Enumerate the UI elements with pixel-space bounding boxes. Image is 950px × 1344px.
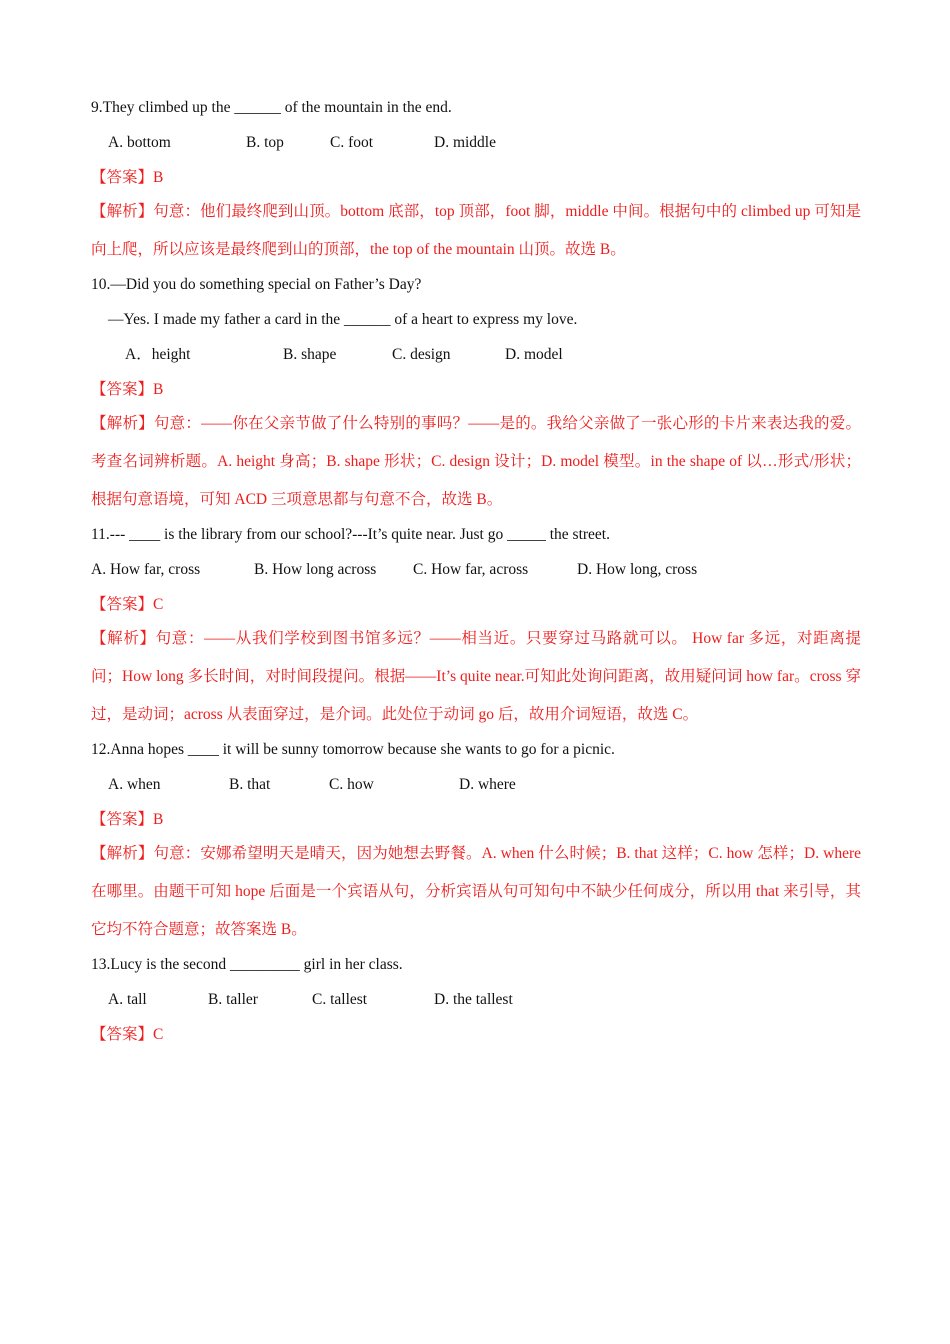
q13-option-b: B. taller (208, 991, 258, 1008)
q9-options (91, 125, 861, 160)
q11-option-c: C. How far, across (413, 561, 529, 578)
q12-analysis: 【解析】句意：安娜希望明天是晴天，因为她想去野餐。A. when 什么时候；B. that 这样；C. how 怎样；D. where 在哪里。由题干可知 hope 后面是一个宾语从句，分析宾语从句可知句中不缺少任何成分，所以用 that 来引导，其它均不符合题意；故答案选 B。 (91, 845, 861, 938)
q9-option-d: D. middle (434, 134, 496, 151)
q10-stem: 10.—Did you do something special on Father’s Day? (91, 276, 422, 293)
q10-option-d: D. model (505, 346, 563, 363)
q10-option-b: B. shape (283, 346, 337, 363)
q12-answer: 【答案】B (91, 811, 164, 828)
q11-option-b: B. How long across (254, 561, 377, 578)
q12-options (91, 767, 861, 802)
q13-option-d: D. the tallest (434, 991, 513, 1008)
q10-analysis: 【解析】句意：——你在父亲节做了什么特别的事吗？——是的。我给父亲做了一张心形的卡片来表达我的爱。考查名词辨析题。A. height 身高；B. shape 形状；C. design 设计；D. model 模型。in the shape of 以…形式/形状；根据句意语境，可知 ACD 三项意思都与句意不合，故选 B。 (91, 415, 861, 508)
q13-option-c: C. tallest (312, 991, 368, 1008)
q11-stem: 11.--- ____ is the library from our school?---It’s quite near. Just go _____ the street. (91, 526, 610, 543)
q13-options (91, 982, 861, 1017)
q11-options (91, 552, 861, 587)
q10-answer: 【答案】B (91, 381, 164, 398)
q12-option-a: A. when (108, 776, 161, 793)
q11-analysis: 【解析】句意：——从我们学校到图书馆多远？——相当近。只要穿过马路就可以。 How far 多远，对距离提问；How long 多长时间，对时间段提问。根据——It’s quite near.可知此处询问距离，故用疑问词 how far。cross 穿过，是动词；across 从表面穿过，是介词。此处位于动词 go 后，故用介词短语，故选 C。 (91, 630, 861, 723)
q10-stem-reply: —Yes. I made my father a card in the ______ of a heart to express my love. (108, 311, 578, 328)
q12-option-b: B. that (229, 776, 271, 793)
q9-stem: 9.They climbed up the ______ of the mountain in the end. (91, 99, 452, 116)
q13-stem: 13.Lucy is the second _________ girl in her class. (91, 956, 403, 973)
q13-option-a: A. tall (108, 991, 147, 1008)
q12-option-d: D. where (459, 776, 516, 793)
q9-answer: 【答案】B (91, 169, 164, 186)
q12-option-c: C. how (329, 776, 374, 793)
q11-answer: 【答案】C (91, 596, 164, 613)
q12-stem: 12.Anna hopes ____ it will be sunny tomorrow because she wants to go for a picnic. (91, 741, 615, 758)
q13-answer: 【答案】C (91, 1026, 164, 1043)
q11-option-d: D. How long, cross (577, 561, 698, 578)
document-page (91, 90, 861, 1052)
q10-option-a: A．height (125, 346, 191, 363)
q9-analysis: 【解析】句意：他们最终爬到山顶。bottom 底部，top 顶部，foot 脚，middle 中间。根据句中的 climbed up 可知是向上爬，所以应该是最终爬到山的顶部，the top of the mountain 山顶。故选 B。 (91, 203, 861, 258)
q10-options (91, 337, 861, 372)
q9-option-a: A. bottom (108, 134, 171, 151)
q9-option-b: B. top (246, 134, 284, 151)
q11-option-a: A. How far, cross (91, 561, 201, 578)
q9-option-c: C. foot (330, 134, 374, 151)
q10-option-c: C. design (392, 346, 451, 363)
